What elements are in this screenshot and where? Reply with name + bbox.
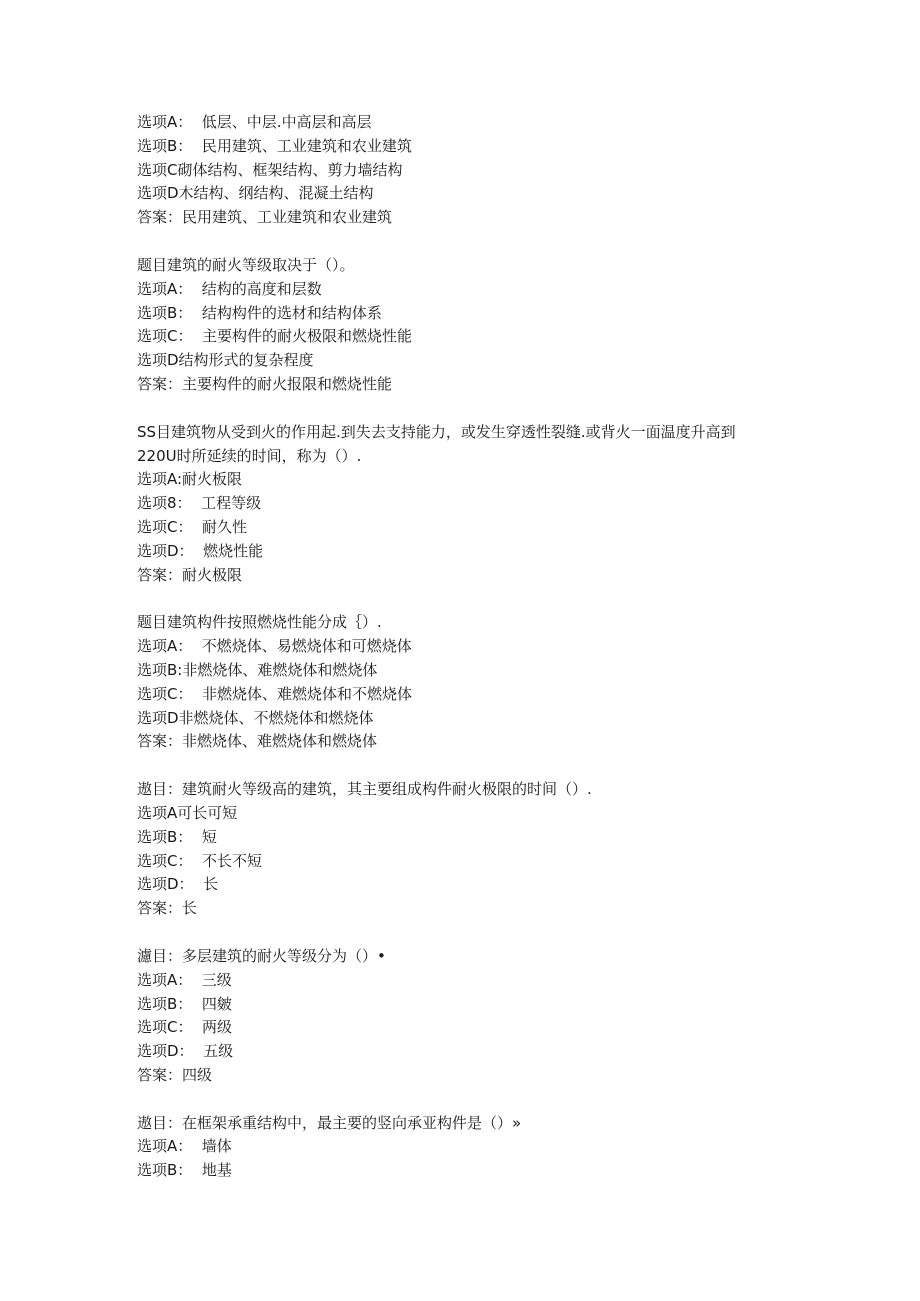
option-c: 选项C砌体结构、框架结构、剪力墙结构 [137, 160, 403, 179]
option-b: 选项B： 短 [137, 827, 217, 846]
question-text: 遨目：建筑耐火等级高的建筑，其主要组成构件耐火极限的时间（）. [137, 780, 592, 799]
question-text: 濾目：多层建筑的耐火等级分为（）• [137, 946, 386, 965]
answer: 答案：民用建筑、工业建筑和农业建筑 [137, 208, 393, 227]
option-a: 选项A： 低层、中层.中高层和高层 [137, 113, 372, 131]
option-c: 选项C： 不长不短 [137, 851, 263, 870]
question-text: 题目建筑构件按照燃烧性能分成｛）. [137, 613, 382, 632]
option-c: 选项C： 两级 [137, 1018, 233, 1037]
option-c: 选项C： 耐久性 [137, 517, 248, 536]
answer: 答案：长 [137, 899, 198, 918]
question-block-6 [137, 945, 777, 1088]
option-b: 选项B： 地基 [137, 1161, 232, 1180]
option-b: 选项B:非燃烧体、难燃烧体和燃烧体 [137, 660, 378, 679]
option-a: 选项A： 不燃烧体、易燃烧体和可燃烧体 [137, 637, 412, 656]
option-d: 选项D： 长 [137, 875, 219, 894]
question-block-7 [137, 1112, 777, 1183]
option-a: 选项A： 结构的高度和层数 [137, 279, 322, 298]
option-b: 选项8： 工程等级 [137, 494, 262, 513]
question-block-4 [137, 611, 777, 754]
option-c: 选项C： 非燃烧体、难燃烧体和不燃烧体 [137, 684, 413, 703]
answer: 答案：四级 [137, 1065, 213, 1084]
option-b: 选项B： 四皴 [137, 994, 232, 1013]
option-d: 选项D： 五级 [137, 1042, 234, 1061]
option-a: 选项A:耐火板限 [137, 470, 243, 489]
option-d: 选项D结构形式的复杂程度 [137, 351, 314, 370]
question-block-3 [137, 421, 777, 588]
option-b: 选项B： 结构构件的选材和结构体系 [137, 303, 382, 322]
option-a: 选项A可长可短 [137, 803, 238, 822]
answer: 答案：非燃烧体、难燃烧体和燃烧体 [137, 732, 378, 751]
option-a: 选项A： 墙体 [137, 1137, 232, 1156]
option-d: 选项D木结构、纲结构、混凝土结构 [137, 184, 374, 203]
question-text: SS目建筑物从受到火的作用起.到失去支持能力，或发生穿透性裂缝.或背火一面温度升高到220U时所延续的时间，称为（）. [137, 422, 736, 465]
answer: 答案：主要构件的耐火报限和燃烧性能 [137, 374, 393, 393]
option-b: 选项B： 民用建筑、工业建筑和农业建筑 [137, 136, 412, 155]
option-d: 选项D： 燃烧性能 [137, 541, 264, 560]
question-text: 遨目：在框架承重结构中，最主要的竖向承亚构件是（）» [137, 1113, 522, 1132]
question-block-2 [137, 254, 777, 397]
option-c: 选项C： 主要构件的耐火极限和燃烧性能 [137, 327, 413, 346]
option-d: 选项D非燃烧体、不燃烧体和燃烧体 [137, 708, 374, 727]
question-block-1 [137, 111, 777, 230]
option-a: 选项A： 三级 [137, 970, 232, 989]
answer: 答案：耐火极限 [137, 565, 243, 584]
question-block-5 [137, 778, 777, 921]
document-page [137, 111, 777, 1207]
question-text: 题目建筑的耐火等级取决于（）。 [137, 255, 355, 274]
